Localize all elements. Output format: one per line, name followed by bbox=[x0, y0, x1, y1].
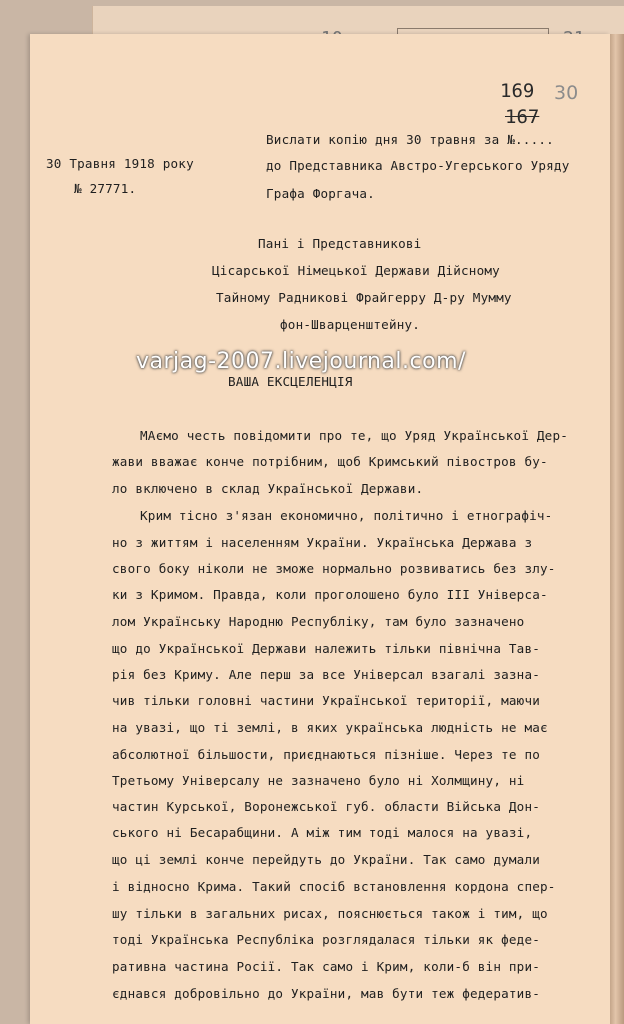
salutation: ВАША ЕКСЦЕЛЕНЦІЯ bbox=[228, 374, 353, 389]
addressee-line: Тайному Радникові Фрайгерру Д-ру Мумму bbox=[216, 290, 512, 305]
body-line: но з життям і населенням України. Українська Держава з bbox=[112, 535, 533, 550]
body-line: ративна частина Росії. Так само і Крим, коли-б він при- bbox=[112, 959, 541, 974]
folio-number: 169 bbox=[500, 80, 535, 102]
body-line: чив тільки головні частини Української території, маючи bbox=[112, 693, 541, 708]
addressee-line: Цісарської Німецької Держави Дійсному bbox=[212, 263, 500, 278]
body-line: на увазі, що ті землі, в яких українська людність не має bbox=[112, 720, 548, 735]
document-page bbox=[30, 34, 610, 1024]
body-line: жави вважає конче потрібним, щоб Кримський півостров бу- bbox=[112, 454, 548, 469]
addressee-line: Пані і Представникові bbox=[258, 236, 422, 251]
body-line: абсолютної більшости, приєднаються пізніше. Через те по bbox=[112, 747, 541, 762]
body-line: ло включено в склад Української Держави. bbox=[112, 481, 424, 496]
body-line: шу тільки в загальних рисах, пояснюється також і тим, що bbox=[112, 906, 548, 921]
body-line: МАємо честь повідомити про те, що Уряд Української Дер- bbox=[140, 428, 569, 443]
body-line: і відносно Крима. Такий спосіб встановлення кордона спер- bbox=[112, 879, 556, 894]
instruction-line: Графа Форгача. bbox=[266, 186, 375, 201]
body-line: Крим тісно з'язан економично, політично і етнографіч- bbox=[140, 508, 553, 523]
body-line: лом Українську Народню Республіку, там було зазначено bbox=[112, 614, 525, 629]
addressee-line: фон-Шварценштейну. bbox=[280, 317, 421, 332]
body-line: Третьому Універсалу не зазначено було ні Холмщину, ні bbox=[112, 773, 525, 788]
body-line: що ці землі конче перейдуть до України. Так само думали bbox=[112, 852, 541, 867]
instruction-line: Вислати копію дня 30 травня за №..... bbox=[266, 132, 554, 147]
watermark: varjag-2007.livejournal.com/ bbox=[136, 349, 466, 374]
body-line: ського ні Бесарабщини. А між тим тоді малося на увазі, bbox=[112, 825, 533, 840]
document-date: 30 Травня 1918 року bbox=[46, 156, 194, 171]
document-number: № 27771. bbox=[74, 181, 137, 196]
body-line: частин Курської, Воронежської губ. области Війська Дон- bbox=[112, 799, 541, 814]
body-line: що до Української Держави належить тільки північна Тав- bbox=[112, 641, 541, 656]
folio-pencil-number: 30 bbox=[554, 82, 579, 104]
body-line: ки з Кримом. Правда, коли проголошено було ІІІ Універса- bbox=[112, 587, 548, 602]
body-line: єднався добровільно до України, мав бути теж федератив- bbox=[112, 986, 541, 1001]
body-line: рія без Криму. Але перш за все Універсал взагалі зазна- bbox=[112, 667, 541, 682]
folio-struck-number: 167 bbox=[505, 106, 540, 128]
body-line: свого боку ніколи не зможе нормально розвиватись без злу- bbox=[112, 561, 556, 576]
body-line: тоді Українська Республіка розглядалася тільки як феде- bbox=[112, 932, 541, 947]
page-edge bbox=[610, 34, 624, 1024]
instruction-line: до Представника Австро-Угерського Уряду bbox=[266, 158, 570, 173]
